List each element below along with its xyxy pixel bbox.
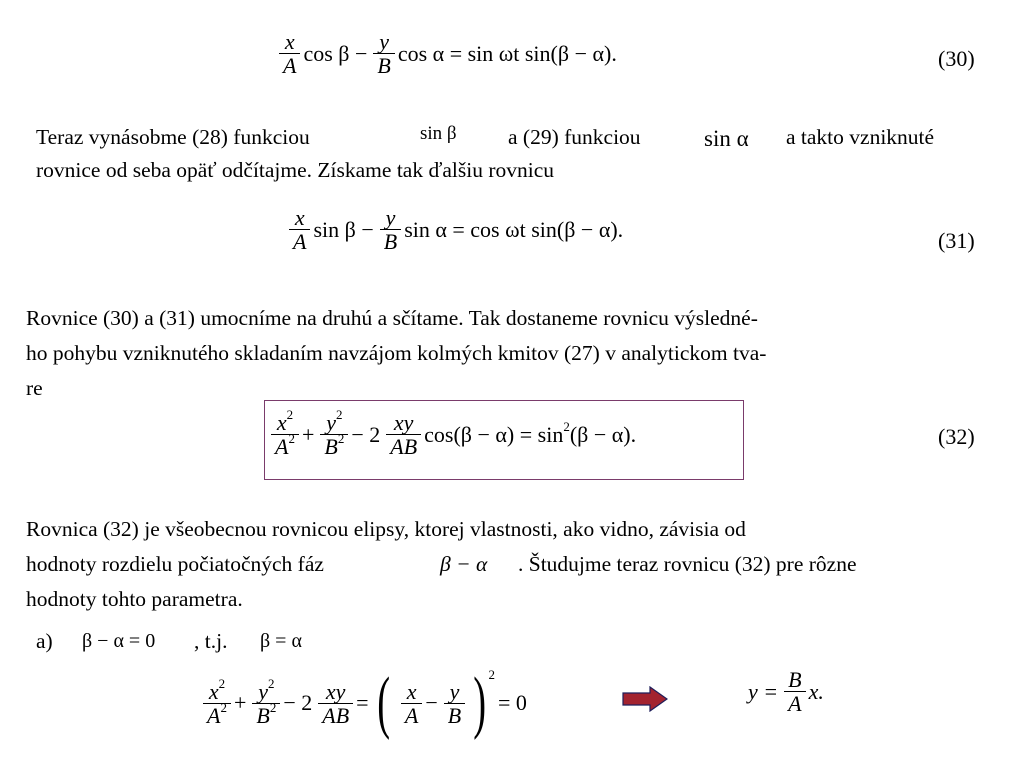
right-paren: ) [473, 664, 487, 741]
fraction-y2-over-B2: $\frac{y^2}{B^2}$ [252, 680, 280, 727]
left-paren: ( [376, 664, 390, 741]
paragraph-1-line-2: rovnice od seba opäť odčítajme. Získame tak ďalšiu rovnicu [36, 158, 555, 182]
equation-number-30: (30) [938, 46, 975, 71]
fraction-xy-over-AB: $\frac{xy}{AB}$ [318, 680, 353, 727]
fraction-x2-over-A2: $\frac{x^2}{A^2}$ [271, 411, 299, 458]
fraction-xy-over-AB: $\frac{xy}{AB}$ [386, 411, 421, 458]
p1-text-c: a takto vzniknuté [786, 125, 935, 149]
fraction-y-over-B: $\frac{y}{B}$ [373, 30, 394, 77]
paragraph-2-line-3: re [26, 376, 43, 400]
fraction-x-over-A: $\frac{x}{A}$ [289, 206, 310, 253]
fraction-y2-over-B2: $\frac{y^2}{B^2}$ [320, 411, 348, 458]
paragraph-3-line-2a: hodnoty rozdielu počiatočných fáz [26, 552, 324, 576]
p1-text-b: a (29) funkciou [508, 125, 641, 149]
eq32-rhs: $\cos(\beta - \alpha) = \sin^2(\beta - \alpha)$. [424, 418, 637, 447]
case-a-condition: β − α = 0 [82, 630, 156, 652]
case-a-tj: , t.j. [194, 629, 228, 653]
case-a-equality: β = α [260, 630, 302, 652]
equation-number-32: (32) [938, 424, 975, 449]
square-exponent: 2 [488, 667, 496, 682]
equation-case-a [200, 664, 530, 741]
paragraph-2-line-2: ho pohybu vzniknutého skladaním navzájom kolmých kmitov (27) v analytickom tva- [26, 341, 767, 365]
arrow-shape [623, 687, 667, 711]
result-equation [748, 668, 827, 715]
eq31-term: sin β − [313, 216, 374, 242]
eq30-rhs: cos α = sin ωt sin(β − α). [397, 40, 617, 66]
sin-alpha-inline: sin α [704, 126, 749, 151]
fraction-x-over-A: $\frac{x}{A}$ [401, 680, 422, 727]
sin-beta-inline: sin β [420, 123, 457, 144]
p1-text-a: Teraz vynásobme (28) funkciou [36, 125, 310, 149]
minus-two: − 2 [351, 421, 381, 447]
plus-sign: + [301, 421, 315, 447]
eq30-term: cos β − [303, 40, 368, 66]
equation-32 [268, 407, 639, 459]
paragraph-3-line-1: Rovnica (32) je všeobecnou rovnicou elipsy, ktorej vlastnosti, ako vidno, závisia od [26, 517, 746, 541]
paragraph-2-line-1: Rovnice (30) a (31) umocníme na druhú a sčítame. Tak dostaneme rovnicu výsledné- [26, 306, 758, 330]
equals-zero: = 0 [498, 690, 527, 715]
paragraph-3-line-3: hodnoty tohto parametra. [26, 587, 243, 611]
minus-sign: − [425, 690, 438, 715]
paragraph-1-line-1 [36, 124, 310, 150]
fraction-y-over-B: $\frac{y}{B}$ [444, 680, 465, 727]
equation-31 [286, 206, 626, 253]
result-x: x. [808, 678, 824, 704]
equation-30 [276, 30, 620, 77]
fraction-x-over-A: $\frac{x}{A}$ [279, 30, 300, 77]
case-a-label: a) [36, 629, 53, 653]
result-lhs: y = [748, 678, 779, 704]
fraction-B-over-A: $\frac{B}{A}$ [784, 668, 805, 715]
paragraph-3-line-2b: . Študujme teraz rovnicu (32) pre rôzne [518, 552, 857, 576]
beta-minus-alpha-inline: β − α [440, 552, 488, 576]
plus-sign: + [233, 690, 247, 715]
equals-sign: = [356, 690, 369, 715]
fraction-y-over-B: $\frac{y}{B}$ [380, 206, 401, 253]
eq31-rhs: sin α = cos ωt sin(β − α). [404, 216, 624, 242]
right-arrow-icon [622, 686, 668, 712]
minus-two: − 2 [283, 690, 313, 715]
equation-number-31: (31) [938, 228, 975, 253]
fraction-x2-over-A2: $\frac{x^2}{A^2}$ [203, 680, 231, 727]
